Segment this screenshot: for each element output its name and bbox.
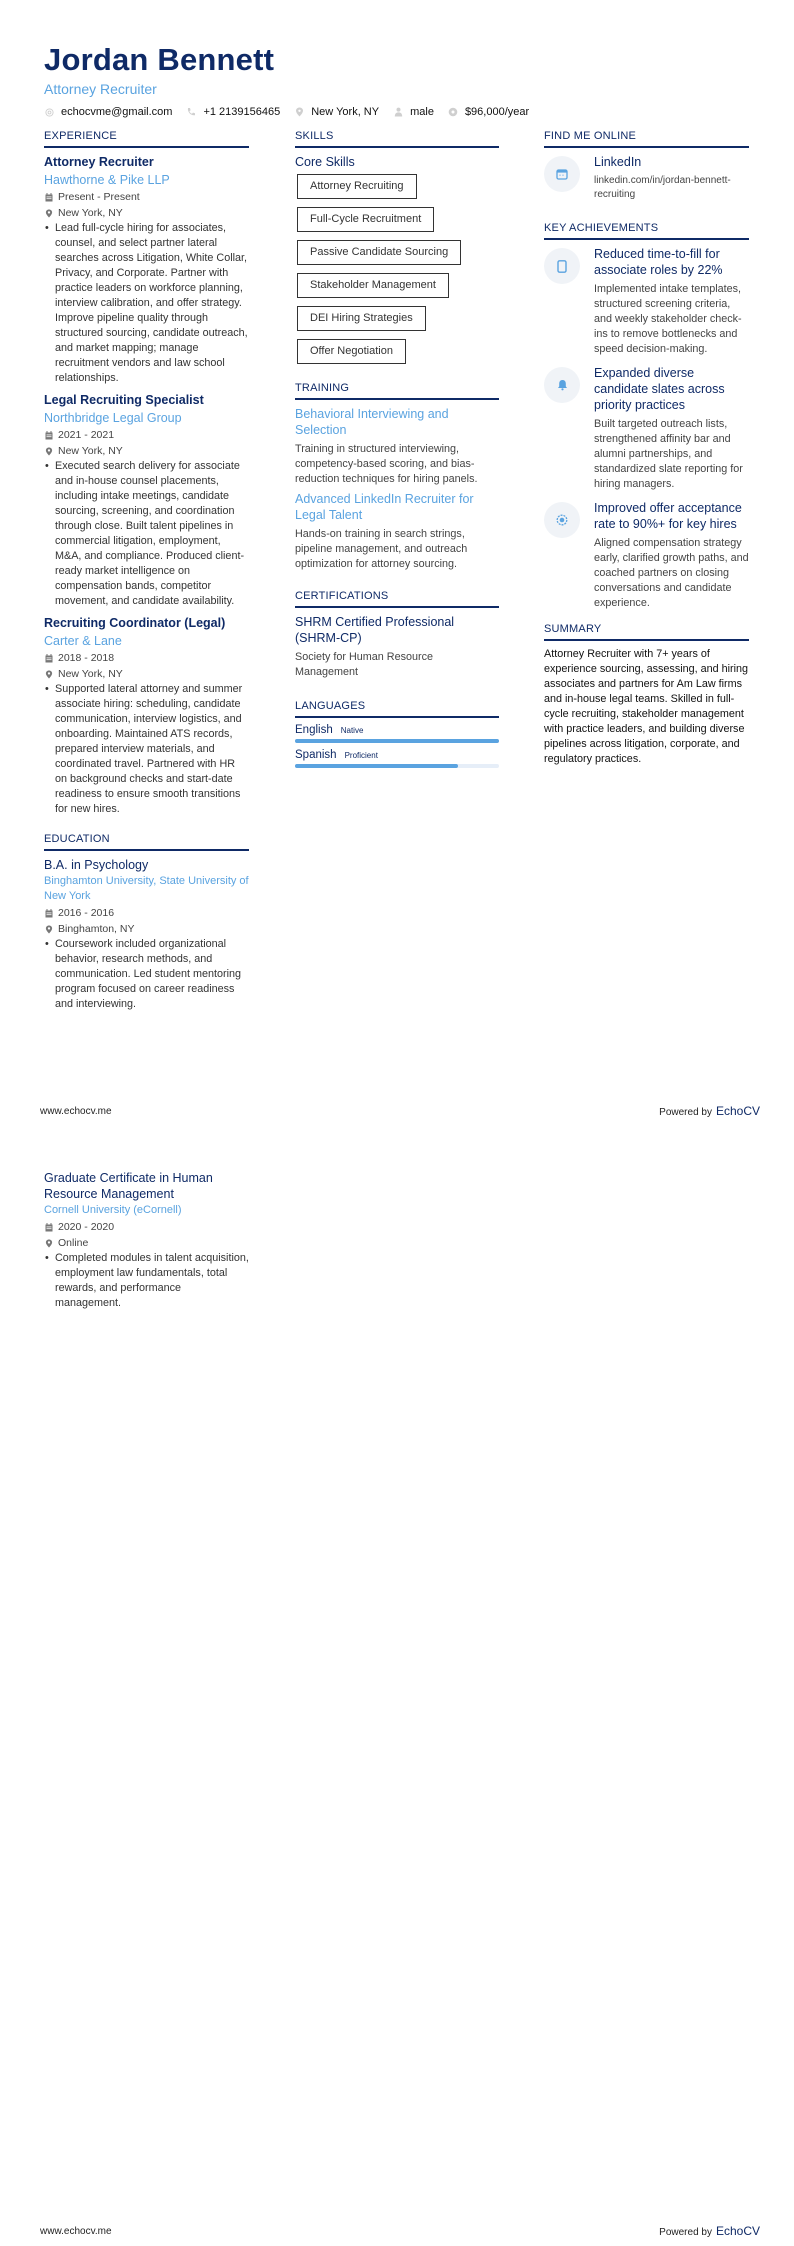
contact-gender-value: male — [410, 106, 434, 118]
job-title: Recruiting Coordinator (Legal) — [44, 616, 226, 630]
location-icon — [44, 670, 53, 679]
education-description — [44, 1251, 249, 1311]
education-item — [44, 1170, 249, 1311]
phone-device-icon — [544, 248, 580, 284]
certifications-heading: CERTIFICATIONS — [295, 590, 499, 608]
candidate-name: Jordan Bennett — [44, 42, 275, 77]
education-dates — [44, 906, 249, 920]
skill-chip: Passive Candidate Sourcing — [297, 240, 461, 265]
summary-text: Attorney Recruiter with 7+ years of experience sourcing, assessing, and hiring associates and partners for Am Law firms and in-house legal teams. Skilled in full-cycle recruiting, stakeholder management with practice leaders, and building diverse pipelines across litigation, corporate, and regulatory practices. — [544, 648, 749, 765]
page-footer — [40, 1104, 760, 1118]
calendar-icon — [44, 654, 53, 663]
education-item — [44, 857, 249, 1012]
bullet-icon: • — [45, 1252, 49, 1264]
phone-icon — [186, 107, 196, 117]
skill-chip: Stakeholder Management — [297, 273, 449, 298]
skills-heading: SKILLS — [295, 130, 499, 148]
training-heading: TRAINING — [295, 382, 499, 400]
bell-icon — [544, 367, 580, 403]
bullet-icon: • — [45, 222, 49, 234]
skill-chip: DEI Hiring Strategies — [297, 306, 426, 331]
person-icon — [393, 107, 403, 117]
language-name: English — [295, 724, 333, 736]
candidate-title: Attorney Recruiter — [44, 81, 157, 97]
footer-website-link[interactable]: www.echocv.me — [40, 2225, 112, 2237]
calendar-icon — [44, 431, 53, 440]
contact-salary-value: $96,000/year — [464, 106, 530, 118]
skill-chip: Offer Negotiation — [297, 339, 406, 364]
location-icon — [294, 107, 304, 117]
job-dates-value: 2018 - 2018 — [58, 652, 115, 664]
achievements-heading: KEY ACHIEVEMENTS — [544, 222, 749, 240]
job-location — [44, 667, 249, 681]
job-company: Carter & Lane — [44, 634, 122, 648]
footer-website-link[interactable]: www.echocv.me — [40, 1105, 112, 1117]
contact-salary — [448, 106, 529, 118]
job-dates — [44, 190, 249, 204]
contact-location — [294, 106, 379, 118]
job-description — [44, 221, 249, 386]
powered-by-label: Powered by — [659, 1107, 712, 1118]
job-description — [44, 459, 249, 609]
job-location — [44, 444, 249, 458]
resume-header — [44, 42, 543, 118]
language-name: Spanish — [295, 749, 337, 761]
training-title: Behavioral Interviewing and Selection — [295, 407, 449, 437]
job-company: Hawthorne & Pike LLP — [44, 173, 170, 187]
job-description — [44, 682, 249, 817]
languages-heading: LANGUAGES — [295, 700, 499, 718]
education-dates-value: 2016 - 2016 — [58, 907, 115, 919]
contact-phone[interactable] — [186, 106, 280, 118]
job-location-value: New York, NY — [58, 445, 123, 457]
calendar-icon — [44, 1223, 53, 1232]
calendar-icon — [44, 193, 53, 202]
skill-chip: Full-Cycle Recruitment — [297, 207, 434, 232]
job-company: Northbridge Legal Group — [44, 411, 182, 425]
training-item — [295, 406, 499, 487]
contact-email-value: echocvme@gmail.com — [61, 106, 173, 118]
job-dates — [44, 428, 249, 442]
online-profile-name: LinkedIn — [594, 155, 642, 169]
online-profile-url[interactable]: linkedin.com/in/jordan-bennett-recruiting — [594, 175, 731, 200]
powered-by-label: Powered by — [659, 2227, 712, 2238]
degree-title: B.A. in Psychology — [44, 858, 149, 872]
achievement-title: Expanded diverse candidate slates across priority practices — [594, 366, 725, 412]
location-icon — [44, 209, 53, 218]
language-proficiency-bar — [295, 764, 499, 768]
contact-phone-value: +1 2139156465 — [203, 106, 281, 118]
education-location-value: Online — [58, 1237, 89, 1249]
achievement-title: Improved offer acceptance rate to 90%+ for key hires — [594, 501, 742, 531]
job-title: Legal Recruiting Specialist — [44, 393, 204, 407]
contact-email[interactable] — [44, 106, 172, 118]
education-description-text: Completed modules in talent acquisition, employment law fundamentals, total rewards, and performance management. — [55, 1252, 249, 1309]
contact-bar — [44, 106, 543, 118]
school-name: Cornell University (eCornell) — [44, 1204, 182, 1216]
job-location — [44, 206, 249, 220]
brand-logo[interactable]: EchoCV — [715, 2224, 760, 2238]
job-dates-value: 2021 - 2021 — [58, 429, 115, 441]
bullet-icon: • — [45, 938, 49, 950]
education-description — [44, 937, 249, 1012]
summary-heading: SUMMARY — [544, 623, 749, 641]
page-2-column — [44, 1170, 249, 1317]
powered-by — [659, 1104, 760, 1118]
skills-list — [295, 174, 499, 372]
calendar-icon — [44, 909, 53, 918]
experience-item — [44, 154, 249, 386]
job-dates — [44, 651, 249, 665]
language-level: Proficient — [344, 751, 378, 760]
achievement-description: Aligned compensation strategy early, clarified growth paths, and coached partners on closing conversations and candidate experience. — [594, 537, 749, 609]
job-location-value: New York, NY — [58, 207, 123, 219]
bullet-icon: • — [45, 683, 49, 695]
brand-logo[interactable]: EchoCV — [715, 1104, 760, 1118]
experience-item — [44, 392, 249, 609]
job-location-value: New York, NY — [58, 668, 123, 680]
job-description-text: Supported lateral attorney and summer associate hiring: scheduling, candidate communication, interview logistics, and onboarding. Maintained ATS records, prepared interview materials, and coordinated travel. Partnered with HR on background checks and start-date readiness to ensure smooth transitions for new hires. — [55, 683, 243, 815]
left-column — [44, 130, 249, 1018]
certification-issuer: Society for Human Resource Management — [295, 651, 434, 678]
online-heading: FIND ME ONLINE — [544, 130, 749, 148]
calendar-icon — [544, 156, 580, 192]
achievement-item — [544, 246, 749, 357]
language-level: Native — [340, 726, 364, 735]
education-location — [44, 922, 249, 936]
achievement-description: Implemented intake templates, structured screening criteria, and weekly stakeholder check-ins to remove bottlenecks and speed decision-making. — [594, 283, 742, 355]
experience-heading: EXPERIENCE — [44, 130, 249, 148]
training-description: Hands-on training in search strings, pipeline management, and outreach optimization for attorney sourcing. — [295, 528, 468, 570]
bullet-icon: • — [45, 460, 49, 472]
job-dates-value: Present - Present — [58, 191, 140, 203]
language-proficiency-fill — [295, 764, 458, 768]
education-dates-value: 2020 - 2020 — [58, 1221, 115, 1233]
language-proficiency-fill — [295, 739, 499, 743]
job-title: Attorney Recruiter — [44, 155, 154, 169]
skills-group-title: Core Skills — [295, 155, 355, 169]
right-column — [544, 130, 749, 767]
at-icon — [44, 107, 54, 117]
online-profile-item[interactable] — [544, 154, 749, 202]
training-title: Advanced LinkedIn Recruiter for Legal Talent — [295, 492, 474, 522]
language-item — [295, 724, 499, 743]
location-icon — [44, 925, 53, 934]
degree-title: Graduate Certificate in Human Resource Management — [44, 1171, 213, 1201]
middle-column — [295, 130, 499, 774]
experience-item — [44, 615, 249, 817]
education-description-text: Coursework included organizational behavior, research methods, and communication. Led student mentoring program focused on career readiness and interviewing. — [55, 938, 242, 1010]
education-heading: EDUCATION — [44, 833, 249, 851]
job-description-text: Executed search delivery for associate and in-house counsel placements, including intake meetings, candidate sourcing, screening, and coordination through close. Built talent pipelines in commercial litigation, employment, M&A, and compliance. Produced client-ready market intelligence on compensation bands, competitor movement, and candidate availability. — [55, 460, 245, 607]
achievement-description: Built targeted outreach lists, strengthened affinity bar and alumni partnerships, and standardized slate reporting for hiring managers. — [594, 418, 743, 490]
certification-title: SHRM Certified Professional (SHRM-CP) — [295, 615, 455, 645]
education-location — [44, 1236, 249, 1250]
training-item — [295, 491, 499, 572]
certification-item — [295, 614, 499, 680]
skill-chip: Attorney Recruiting — [297, 174, 417, 199]
achievement-title: Reduced time-to-fill for associate roles by 22% — [594, 247, 723, 277]
language-proficiency-bar — [295, 739, 499, 743]
school-name: Binghamton University, State University of New York — [44, 875, 249, 902]
training-description: Training in structured interviewing, competency-based scoring, and bias-reduction techniques for hiring panels. — [295, 443, 478, 485]
language-item — [295, 749, 499, 768]
location-icon — [44, 447, 53, 456]
contact-location-value: New York, NY — [311, 106, 380, 118]
education-location-value: Binghamton, NY — [58, 923, 135, 935]
achievement-item — [544, 500, 749, 611]
target-icon — [544, 502, 580, 538]
education-dates — [44, 1220, 249, 1234]
page-footer — [40, 2224, 760, 2238]
achievement-item — [544, 365, 749, 492]
powered-by — [659, 2224, 760, 2238]
contact-gender — [393, 106, 434, 118]
job-description-text: Lead full-cycle hiring for associates, counsel, and select partner lateral searches across Litigation, White Collar, Privacy, and Corporate. Partner with practice leaders on workforce planning, interview calibration, and offer strategy. Improve pipeline quality through structured sourcing, candidate outreach, and market mapping; manage recruitment vendors and law school relationships. — [55, 222, 248, 384]
salary-icon — [448, 107, 458, 117]
location-icon — [44, 1239, 53, 1248]
